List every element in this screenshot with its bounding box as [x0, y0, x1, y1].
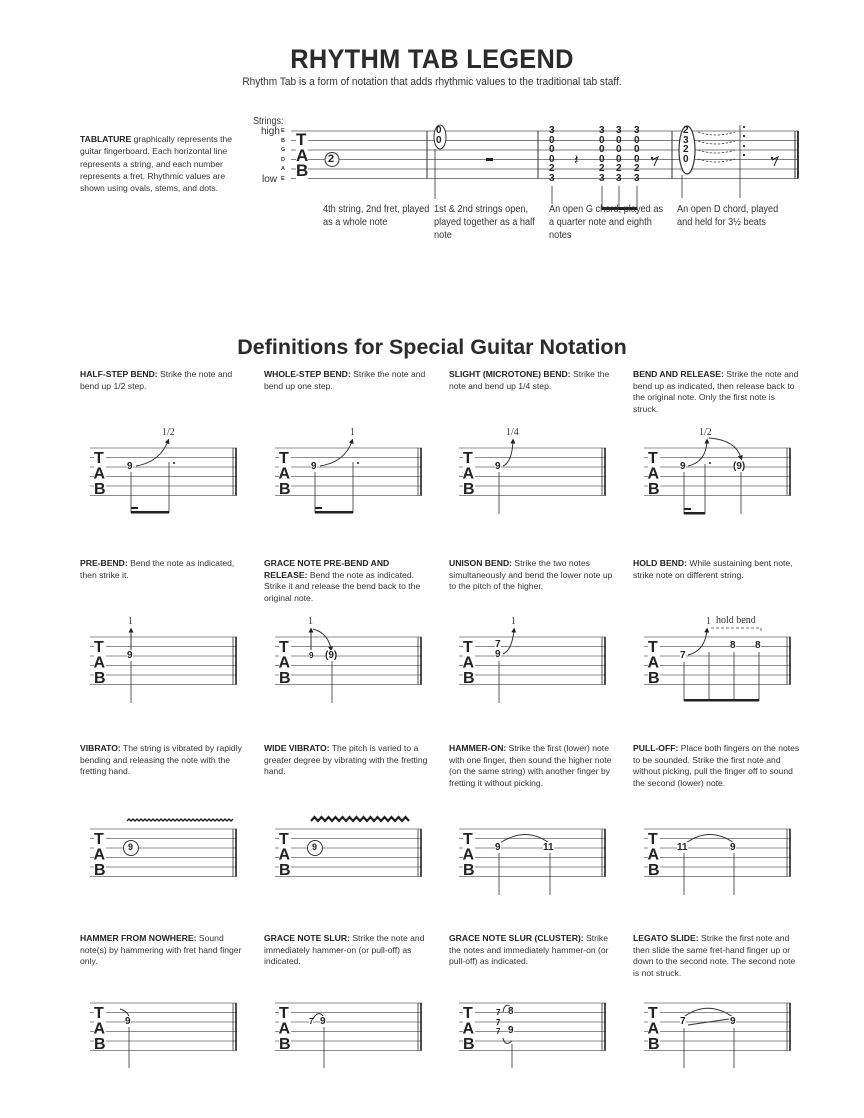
fret-number: 3: [599, 125, 605, 136]
definition-text: Strike the notes and immediately hammer-on (or pull-off) as indicated.: [449, 933, 609, 967]
definition-term: HALF-STEP BEND:: [80, 369, 158, 379]
definition-text: Bend the note as indicated. Strike it and release the bend back to the original note.: [264, 569, 421, 603]
string-name: A: [281, 166, 285, 172]
fret-number: 3: [634, 172, 640, 184]
string-name: D: [281, 156, 285, 163]
legato-slide-figure: [684, 1008, 734, 1068]
definition-term: VIBRATO:: [80, 743, 121, 753]
definitions-title: Definitions for Special Guitar Notation: [237, 335, 627, 359]
bend-amount: 1/2: [699, 427, 712, 438]
fret-number: 9: [125, 1016, 131, 1027]
definition-text: While sustaining bent note, strike note on different string.: [633, 558, 793, 580]
vibrato-figure: [124, 819, 234, 856]
fret-number: 3: [549, 172, 555, 184]
legend-caption-2: 1st & 2nd strings open, played together as a half note: [434, 204, 535, 242]
fret-number: 9: [508, 1025, 514, 1036]
tablature-text: graphically represents the guitar fingerboard. Each horizontal line represents a string, and each number represents a fret. Rhythmic values are shown using ovals, stems, and dots.: [80, 134, 233, 194]
page-subtitle: Rhythm Tab is a form of notation that adds rhythmic values to the traditional tab staff.: [242, 76, 622, 88]
definition-text: Strike the first (lower) note with one finger, then sound the higher note (on the same string) with another finger by fretting it without picking.: [449, 743, 612, 788]
grace-fret-number: 7: [496, 1017, 501, 1027]
definition-text: The string is vibrated by rapidly bending and releasing the note with the fretting hand.: [80, 743, 242, 777]
fret-number: 0: [683, 153, 689, 165]
grace-pre-bend-release-figure: [311, 629, 332, 703]
definition-term: WIDE VIBRATO:: [264, 743, 330, 753]
pull-off-figure: [684, 835, 734, 896]
definition-term: PULL-OFF:: [633, 743, 679, 753]
string-name: E: [281, 128, 285, 134]
fret-number: 0: [599, 134, 605, 146]
fret-number: 11: [543, 842, 554, 853]
bend-amount: 1: [511, 616, 516, 627]
fret-number: 8: [755, 640, 761, 651]
fret-number: 2: [634, 163, 640, 174]
string-name: E: [281, 175, 285, 182]
whole-step-bend-figure: [315, 441, 359, 514]
definition-term: HAMMER FROM NOWHERE:: [80, 933, 197, 943]
fret-number: 9: [127, 461, 133, 472]
definition-term: PRE-BEND:: [80, 558, 128, 568]
page-title: RHYTHM TAB LEGEND: [290, 44, 574, 74]
fret-number: 7: [680, 650, 686, 661]
fret-number: 9: [730, 1016, 736, 1027]
svg-text:𝄽: 𝄽: [574, 152, 579, 169]
unison-frets: [495, 640, 501, 659]
definition-term: GRACE NOTE PRE-BEND AND RELEASE:: [264, 558, 390, 580]
fret-number: 0: [436, 134, 442, 146]
bend-amount: 1: [128, 616, 133, 627]
fret-number: 9: [495, 461, 501, 472]
bend-amount: 1/4: [506, 427, 519, 438]
bend-amount: 1: [706, 616, 711, 627]
fret-number: 0: [616, 153, 622, 165]
definition-text: Strike the note and bend up 1/4 step.: [449, 369, 610, 391]
definition-text: Strike the note and bend up one step.: [264, 369, 426, 391]
definition-term: UNISON BEND:: [449, 558, 513, 568]
definition-staves: T A B: [0, 0, 864, 1118]
string-name: B: [281, 137, 285, 144]
fret-number: 9: [128, 842, 134, 852]
fret-number: 9: [495, 648, 501, 660]
fret-number: 3: [616, 172, 622, 184]
definition-term: LEGATO SLIDE:: [633, 933, 699, 943]
fret-number: 9: [127, 650, 133, 661]
tablature-term: TABLATURE: [80, 134, 132, 144]
fret-number: 0: [549, 134, 555, 146]
fret-number: 2: [616, 163, 622, 174]
fret-number: 8: [730, 640, 736, 651]
grace-fret-number: 7: [496, 1027, 501, 1036]
fret-number: 2: [549, 163, 555, 174]
fret-number: 0: [549, 144, 555, 155]
definition-term: BEND AND RELEASE:: [633, 369, 724, 379]
fret-number: 0: [634, 153, 640, 165]
hold-bend-label: hold bend: [716, 615, 756, 626]
definition-text: Strike the two notes simultaneously and bend the lower note up to the pitch of the higher.: [449, 558, 613, 592]
fret-number: 9: [312, 842, 318, 852]
fret-number: 2: [683, 125, 689, 136]
release-fret: (9): [733, 461, 746, 472]
strings-label: Strings:: [253, 116, 284, 127]
definition-text: Strike the first note and then slide the same fret-hand finger up or down to the second note. The second note is not struck.: [633, 933, 796, 978]
definition-term: HAMMER-ON:: [449, 743, 507, 753]
fret-number: 9: [495, 842, 501, 853]
fret-number: 7: [680, 1016, 686, 1027]
unison-bend-figure: [499, 630, 514, 703]
grace-fret-number: 7: [309, 1017, 314, 1026]
definition-text: Place both fingers on the notes to be sounded. Strike the first note and without picking, pull the finger off to sound the second (lower) note.: [633, 743, 800, 788]
definition-text: Bend the note as indicated, then strike it.: [80, 558, 235, 580]
definition-term: GRACE NOTE SLUR (CLUSTER):: [449, 933, 584, 943]
definition-term: SLIGHT (MICROTONE) BEND:: [449, 369, 571, 379]
wide-vibrato-figure: [308, 817, 410, 856]
high-label: high: [261, 126, 280, 137]
fret-number: 3: [616, 125, 622, 136]
definition-text: Sound note(s) by hammering with fret hand finger only.: [80, 933, 242, 967]
fret-number: 11: [677, 842, 688, 853]
fret-number: 3: [599, 172, 605, 184]
fret-number: 0: [599, 153, 605, 165]
fret-number: 2: [599, 163, 605, 174]
fret-number: 0: [549, 153, 555, 165]
fret-number: 0: [634, 144, 640, 155]
bend-amount: 1: [350, 427, 355, 438]
definition-text: Strike the note and immediately hammer-on (or pull-off) as indicated.: [264, 933, 425, 967]
bend-amount: 1/2: [162, 427, 175, 438]
definition-term: HOLD BEND:: [633, 558, 687, 568]
legend-caption-1: 4th string, 2nd fret, played as a whole note: [323, 204, 430, 229]
fret-number: 0: [616, 134, 622, 146]
legend-caption-4: An open D chord, played and held for 3½ beats: [677, 204, 779, 229]
definition-text: Strike the note and bend up as indicated, then release back to the original note. Only the first note is struck.: [633, 369, 799, 414]
fret-number: 0: [616, 144, 622, 155]
grace-cluster: [496, 1008, 500, 1037]
fret-number: 2: [683, 144, 689, 155]
fret-number: 3: [634, 125, 640, 136]
half-step-bend-figure: [131, 441, 175, 514]
fret-number: 0: [599, 144, 605, 155]
definition-text: Strike the note and bend up 1/2 step.: [80, 369, 233, 391]
bend-amount: 1: [308, 616, 313, 627]
fret-number: 3: [683, 134, 689, 146]
string-name: G: [281, 147, 286, 153]
fret-number: 3: [549, 125, 555, 136]
fret-number: 0: [634, 134, 640, 146]
tab-letter: A: [296, 145, 309, 165]
fret-number: 9: [320, 1016, 326, 1027]
tab-letter: B: [296, 161, 309, 180]
grace-fret-number: 7: [496, 1008, 501, 1017]
fret-number: 9: [680, 461, 686, 472]
fret-number: 0: [436, 125, 442, 136]
fret-number: 7: [495, 639, 501, 650]
hold-bend-figure: [684, 628, 761, 702]
tab-letter: T: [296, 130, 307, 149]
fret-number: 9: [730, 842, 736, 853]
definition-term: GRACE NOTE SLUR:: [264, 933, 350, 943]
definition-term: WHOLE-STEP BEND:: [264, 369, 351, 379]
low-label: low: [262, 174, 278, 185]
fret-number: 8: [508, 1006, 514, 1017]
legend-caption-3: An open G chord, played as a quarter note and eighth notes: [549, 204, 664, 242]
fret-number: 9: [311, 461, 317, 472]
slight-bend-figure: [499, 441, 513, 514]
definition-text: The pitch is varied to a greater degree by vibrating with the fretting hand.: [264, 743, 428, 777]
release-fret: (9): [325, 650, 338, 661]
fret-number: 2: [328, 153, 335, 165]
grace-fret-number: 9: [309, 651, 314, 660]
